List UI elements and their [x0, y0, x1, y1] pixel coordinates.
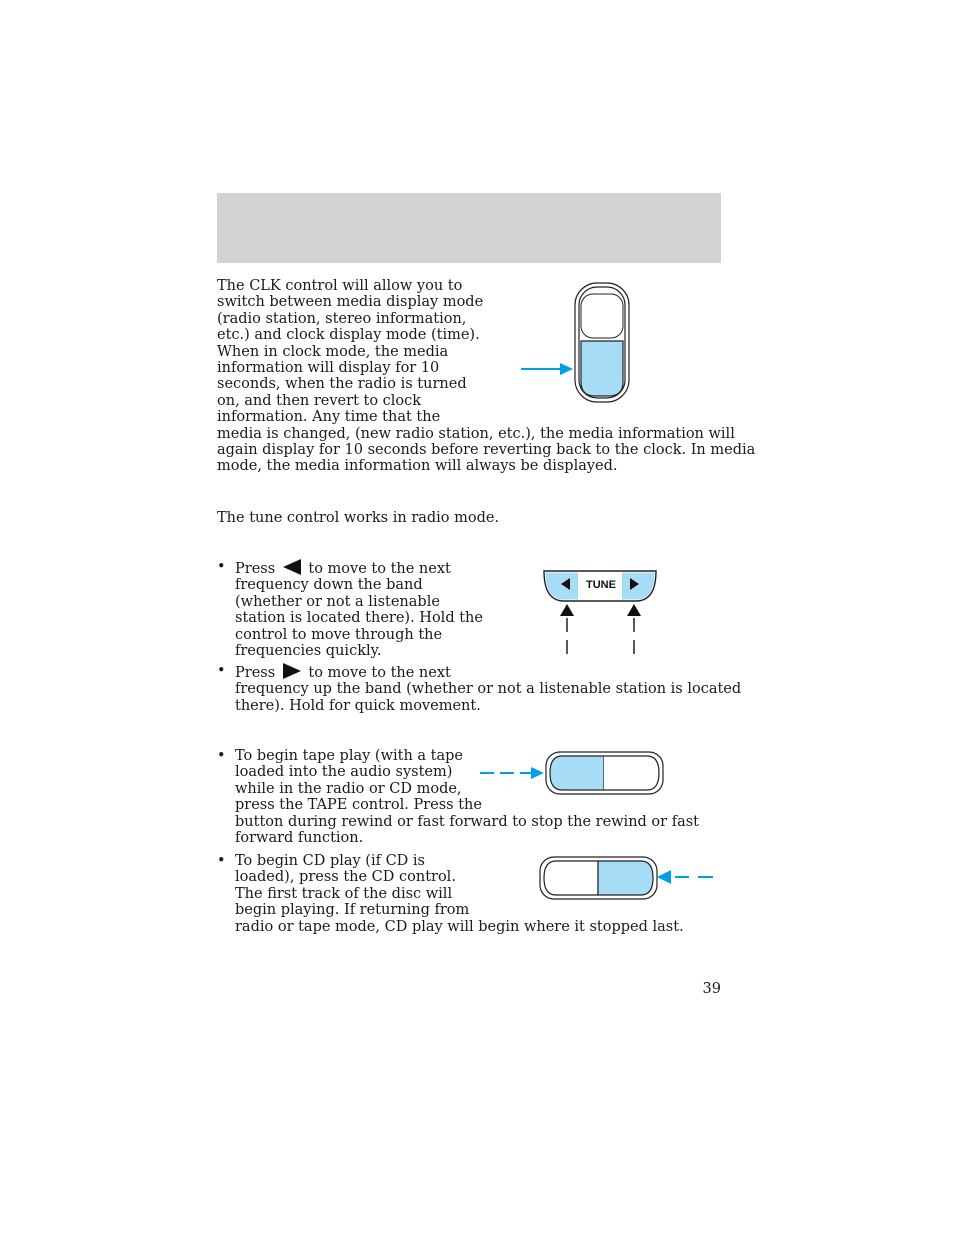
press-word: Press: [235, 561, 276, 577]
bullet-dot: •: [217, 559, 226, 575]
cd-line: The first track of the disc will: [235, 885, 453, 902]
clk-line: When in clock mode, the media: [217, 343, 449, 360]
clk-line: information. Any time that the: [217, 409, 441, 426]
tape-line: button during rewind or fast forward to stop the rewind or fast: [235, 813, 699, 830]
tape-line: press the TAPE control. Press the: [235, 797, 482, 814]
cd-line: To begin CD play (if CD is: [235, 853, 425, 869]
arrow-up-icon: [560, 604, 574, 616]
tune-down-line: frequency down the band: [235, 577, 423, 594]
clk-line: information will display for 10: [217, 360, 440, 377]
section-header-band: [217, 193, 721, 263]
tune-button-illustration: [540, 568, 662, 658]
clk-line: again display for 10 seconds before reverting back to the clock. In media: [217, 442, 756, 459]
clk-button-illustration: [520, 282, 632, 404]
clk-line: seconds, when the radio is turned: [217, 376, 467, 393]
clk-paragraph: [217, 278, 755, 475]
tune-down-paragraph: [235, 559, 483, 659]
tape-line: forward function.: [235, 830, 364, 847]
bullet-dot: •: [217, 663, 226, 679]
seek-up-arrow-icon: [283, 663, 301, 679]
tune-down-line: (whether or not a listenable: [235, 593, 440, 610]
tape-button-highlight: [550, 756, 604, 790]
tune-up-line: to move to the next: [308, 665, 451, 681]
tape-line: To begin tape play (with a tape: [235, 748, 463, 764]
cd-line: begin playing. If returning from: [235, 902, 470, 919]
clk-line: media is changed, (new radio station, etc.), the media information will: [217, 425, 735, 442]
clk-button-lower-highlight: [581, 341, 623, 396]
bullet-dot: •: [217, 853, 226, 869]
tune-down-line: to move to the next: [308, 561, 451, 577]
clk-line: switch between media display mode: [217, 294, 484, 311]
tape-button-right: [604, 756, 659, 790]
tape-line: loaded into the audio system): [235, 764, 453, 781]
tune-up-line: there). Hold for quick movement.: [235, 697, 481, 714]
tape-line: while in the radio or CD mode,: [235, 780, 462, 797]
clk-button-upper: [581, 294, 623, 338]
clk-line: etc.) and clock display mode (time).: [217, 327, 480, 344]
cd-line: radio or tape mode, CD play will begin where it stopped last.: [235, 918, 684, 935]
cd-button-highlight: [598, 861, 653, 895]
tune-label: TUNE: [586, 579, 616, 591]
page-number: 39: [702, 981, 721, 997]
tune-intro-text: The tune control works in radio mode.: [217, 510, 500, 526]
clk-line: (radio station, stereo information,: [217, 310, 467, 327]
seek-down-arrow-icon: [283, 559, 301, 575]
tune-up-line: frequency up the band (whether or not a listenable station is located: [235, 681, 742, 698]
arrow-up-icon: [627, 604, 641, 616]
cd-line: loaded), press the CD control.: [235, 869, 456, 886]
bullet-dot: •: [217, 748, 226, 764]
arrow-left-icon: [657, 870, 671, 884]
tape-button-illustration: [480, 750, 666, 796]
tune-down-line: control to move through the: [235, 626, 443, 643]
clk-line: mode, the media information will always be displayed.: [217, 458, 618, 475]
cd-button-illustration: [538, 855, 718, 901]
cd-button-left: [544, 861, 598, 895]
tune-down-line: station is located there). Hold the: [235, 610, 483, 627]
press-word: Press: [235, 665, 276, 681]
arrow-right-icon: [531, 767, 544, 779]
tune-up-paragraph: [235, 663, 741, 714]
clk-line: on, and then revert to clock: [217, 392, 422, 409]
tune-intro: [217, 510, 499, 526]
tune-down-line: frequencies quickly.: [235, 643, 382, 660]
arrow-right-icon: [560, 363, 573, 375]
clk-line: The CLK control will allow you to: [217, 278, 463, 294]
